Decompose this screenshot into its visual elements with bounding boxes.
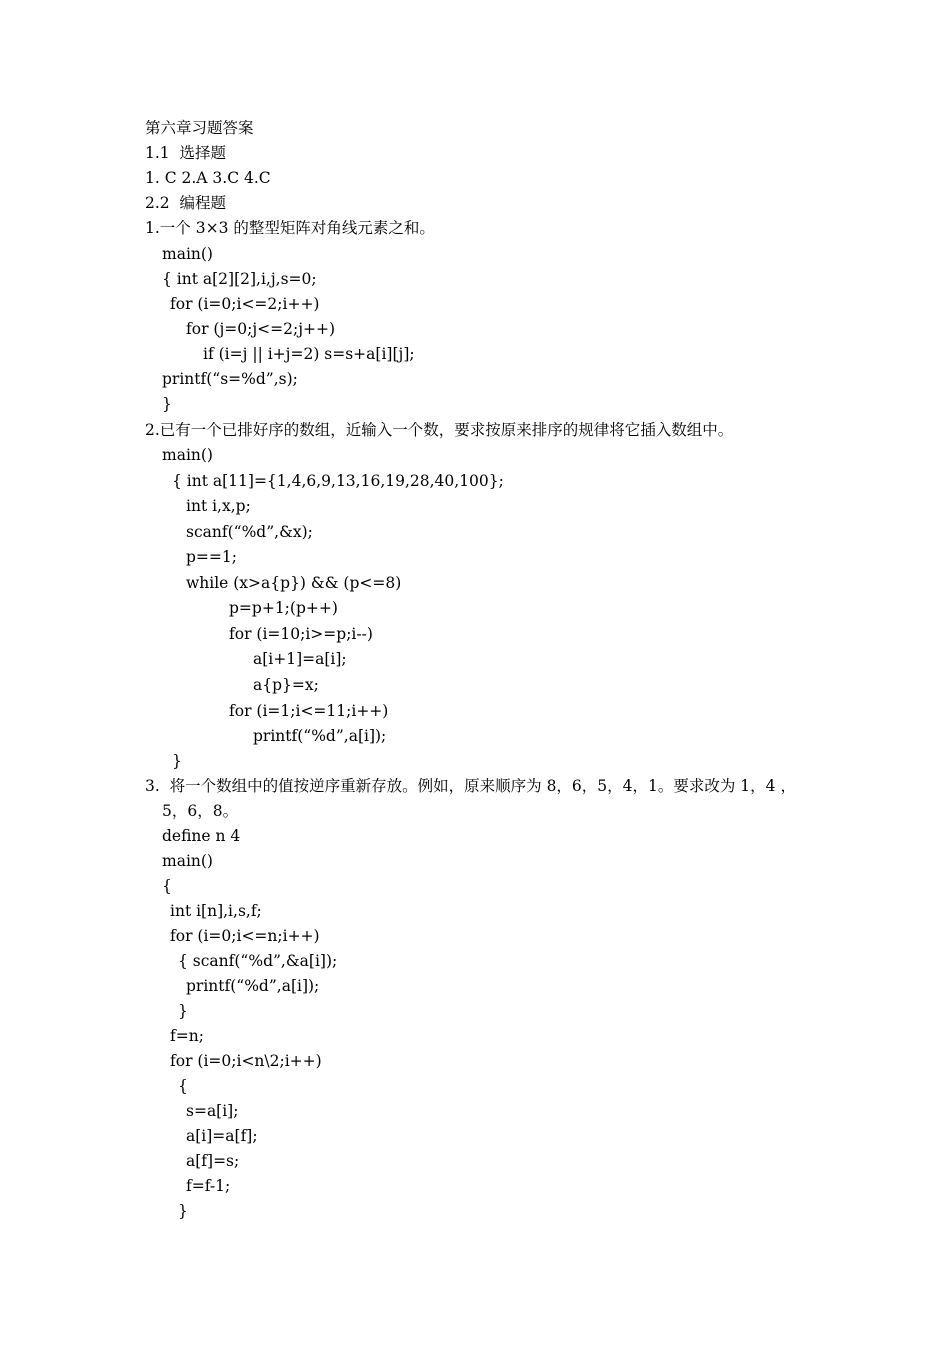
problem-statement-continued: 5，6，8。 [162,802,239,820]
code-line: if (i=j || i+j=2) s=s+a[i][j]; [203,345,415,363]
code-line: a[i+1]=a[i]; [253,650,347,668]
problem-statement: 1.一个 3×3 的整型矩阵对角线元素之和。 [145,219,435,237]
code-line: scanf(“%d”,&x); [186,523,313,541]
code-line: { [178,1077,188,1095]
code-line: int i[n],i,s,f; [170,902,262,920]
code-line: f=f-1; [186,1177,231,1195]
code-line: f=n; [170,1027,204,1045]
code-line: { scanf(“%d”,&a[i]); [178,952,338,970]
code-line: } [172,752,182,770]
code-line: while (x>a{p}) && (p<=8) [186,574,402,592]
code-line: printf(“s=%d”,s); [162,370,298,388]
code-line: p=p+1;(p++) [229,599,338,617]
code-line: define n 4 [162,827,241,845]
code-line: for (i=10;i>=p;i--) [229,625,373,643]
code-line: main() [162,446,213,464]
code-line: a[i]=a[f]; [186,1127,258,1145]
code-line: { int a[11]={1,4,6,9,13,16,19,28,40,100}; [172,472,504,490]
code-line: { [162,877,172,895]
code-line: for (i=0;i<=n;i++) [170,927,320,945]
section-heading: 2.2 编程题 [145,194,227,212]
code-line: { int a[2][2],i,j,s=0; [162,270,317,288]
code-line: s=a[i]; [186,1102,239,1120]
problem-statement: 2.已有一个已排好序的数组，近输入一个数，要求按原来排序的规律将它插入数组中。 [145,421,734,439]
code-line: } [178,1202,188,1220]
answer-line: 1. C 2.A 3.C 4.C [145,169,271,187]
code-line: for (i=1;i<=11;i++) [229,702,389,720]
code-line: printf(“%d”,a[i]); [253,727,387,745]
code-line: for (i=0;i<=2;i++) [170,295,320,313]
code-line: int i,x,p; [186,497,251,515]
code-line: for (j=0;j<=2;j++) [186,320,336,338]
code-line: printf(“%d”,a[i]); [186,977,320,995]
problem-statement: 3. 将一个数组中的值按逆序重新存放。例如，原来顺序为 8，6，5，4，1。要求改为 1，4 ， [145,777,796,795]
code-line: p==1; [186,548,237,566]
chapter-title: 第六章习题答案 [145,119,254,137]
code-line: } [162,395,172,413]
code-line: main() [162,852,213,870]
code-line: } [178,1002,188,1020]
code-line: a[f]=s; [186,1152,240,1170]
section-heading: 1.1 选择题 [145,144,227,162]
code-line: main() [162,245,213,263]
code-line: for (i=0;i<n\2;i++) [170,1052,322,1070]
code-line: a{p}=x; [253,676,319,694]
